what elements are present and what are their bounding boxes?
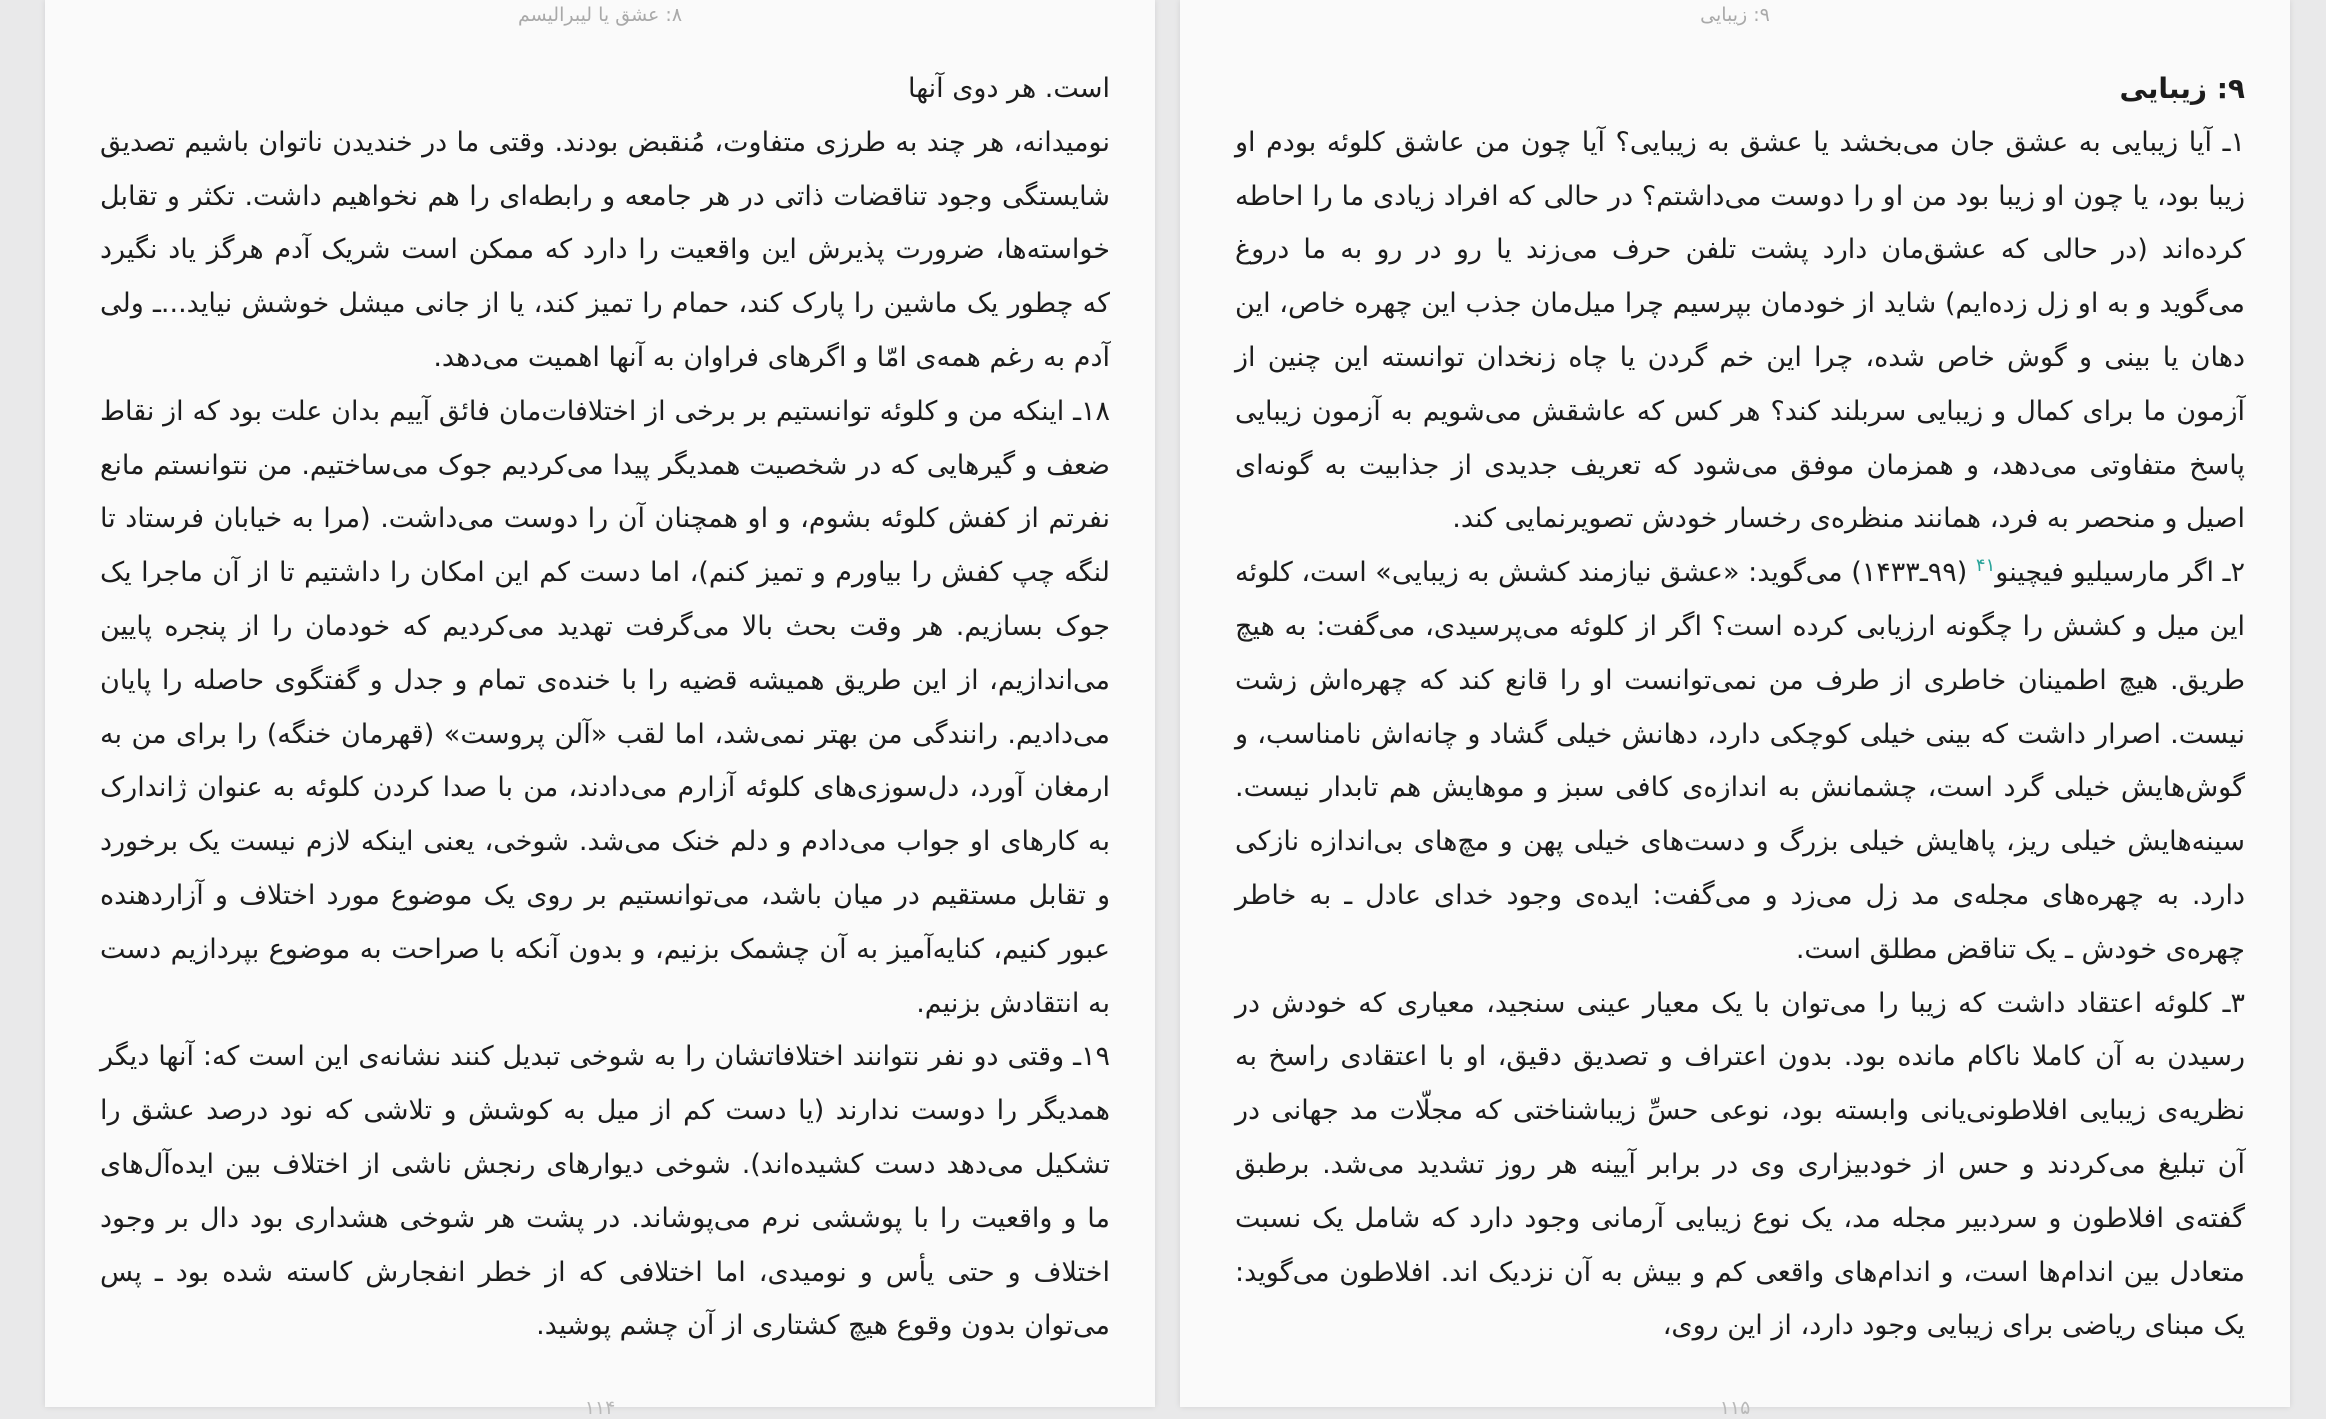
running-header: ۸: عشق یا لیبرالیسم <box>517 4 683 26</box>
left-page[interactable] <box>45 0 1155 1419</box>
page-body <box>1235 62 2245 1353</box>
paragraph <box>1235 546 2245 976</box>
chapter-title: ۹: زیبایی <box>2119 72 2245 105</box>
page-number: ۱۱۴ <box>584 1397 616 1419</box>
paragraph-text: (۹۹ـ۱۴۳۳) می‌گوید: «عشق نیازمند کشش به زیبایی» است، کلوئه این میل و کشش را چگونه ارزیابی کرده است؟ اگر از کلوئه می‌پرسیدی، می‌گفت: به هیچ طریق. هیچ اطمینان خاطری از طرف من نمی‌توانست او را قانع کند که چهره‌اش زشت نیست. اصرار داشت که بینی خیلی کوچکی دارد، دهانش خیلی گشاد و چانه‌اش نامناسب، و گوش‌هایش خیلی گرد است، چشمانش به اندازه‌ی کافی سبز و موهایش هم تابدار نیست. سینه‌هایش خیلی ریز، پاهایش خیلی بزرگ و دست‌های خیلی پهن و مچ‌های بی‌اندازه نازکی دارد. به چهره‌های مجله‌ی مد زل می‌زد و می‌گفت: ایده‌ی وجود خدای عادل ـ به خاطر چهره‌ی خودش ـ یک تناقض مطلق است. <box>1235 557 2245 965</box>
paragraph-text: ۲ـ اگر مارسیلیو فیچینو <box>1995 557 2246 589</box>
running-header: ۹: زیبایی <box>1700 4 1770 26</box>
page-number: ۱۱۵ <box>1719 1397 1751 1419</box>
paragraph: ۱۹ـ وقتی دو نفر نتوانند اختلافاتشان را به شوخی تبدیل کنند نشانه‌ی این است که: آنها دیگر همدیگر را دوست ندارند (یا دست کم از میل به کوشش و تلاشی که نود درصد عشق را تشکیل می‌دهد دست کشیده‌اند). شوخی دیوارهای رنجش ناشی از اختلاف بین ایده‌آل‌های ما و واقعیت را با پوششی نرم می‌پوشاند. در پشت هر شوخی هشداری بود دال بر وجود اختلاف و حتی یأس و نومیدی، اما اختلافی که از خطر انفجارش کاسته شده بود ـ پس می‌توان بدون وقوع هیچ کشتاری از آن چشم پوشید. <box>100 1041 1110 1342</box>
paragraph: ۱ـ آیا زیبایی به عشق جان می‌بخشد یا عشق به زیبایی؟ آیا چون من عاشق کلوئه بودم او زیبا بود، یا چون او زیبا بود من او را دوست می‌داشتم؟ در حالی که افراد زیادی ما را احاطه کرده‌اند (در حالی که عشق‌مان دارد پشت تلفن حرف می‌زند یا رو در رو به ما دروغ می‌گوید و به او زل زده‌ایم) شاید از خودمان بپرسیم چرا میل‌مان جذب این چهره خاص، این دهان یا بینی و گوش خاص شده، چرا این خم گردن یا چاه زنخدان توانسته این چنین از آزمون ما برای کمال و زیبایی سربلند کند؟ هر کس که عاشقش می‌شویم به آزمون زیبایی پاسخ متفاوتی می‌دهد، و همزمان موفق می‌شود که تعریف جدیدی از جذابیت به گونه‌ای اصیل و منحصر به فرد، همانند منظره‌ی رخسار خودش تصویرنمایی کند. <box>1235 126 2245 535</box>
page-body <box>100 62 1110 1353</box>
paragraph: است. هر دوی آنها <box>908 73 1110 104</box>
right-page[interactable] <box>1180 0 2290 1419</box>
paragraph: ۱۸ـ اینکه من و کلوئه توانستیم بر برخی از اختلافات‌مان فائق آییم بدان علت بود که از نقاط ضعف و گیرهایی که در شخصیت همدیگر پیدا می‌کردیم جوک می‌ساختیم. من نتوانستم مانع نفرتم از کفش کلوئه بشوم، و او همچنان آن را دوست می‌داشت. (مرا به خیابان فرستاد تا لنگه چپ کفش را بیاورم و تمیز کنم)، اما دست کم این امکان را داشتیم تا از آن ماجرا یک جوک بسازیم. هر وقت بحث بالا می‌گرفت تهدید می‌کردیم که خودمان را از پنجره پایین می‌اندازیم، از این طریق همیشه قضیه را با خنده‌ی تمام و جدل و گفتگوی حاصله را پایان می‌دادیم. رانندگی من بهتر نمی‌شد، اما لقب «آلن پروست» (قهرمان خنگه) را برای من به ارمغان آورد، دل‌سوزی‌های کلوئه آزارم می‌دادند، من با صدا کردن کلوئه به عنوان ژاندارک به کارهای او جواب می‌دادم و دلم خنک می‌شد. شوخی، یعنی اینکه لازم نیست یک برخورد و تقابل مستقیم در میان باشد، می‌توانستیم بر روی یک موضوع مورد اختلاف و آزاردهنده عبور کنیم، کنایه‌آمیز به آن چشمک بزنیم، و بدون آنکه با صراحت به موضوع بپردازیم دست به انتقادش بزنیم. <box>100 395 1110 1019</box>
paragraph: نومیدانه، هر چند به طرزی متفاوت، مُنقبض بودند. وقتی ما در خندیدن ناتوان باشیم تصدیق شایستگی وجود تناقضات ذاتی در هر جامعه و رابطه‌ای را هم نخواهیم داشت. تکثر و تقابل خواسته‌ها، ضرورت پذیرش این واقعیت را دارد که ممکن است شریک آدم هرگز یاد نگیرد که چطور یک ماشین را پارک کند، حمام را تمیز کند، یا از جانی میشل خوشش نیاید...ـ ولی آدم به رغم همه‌ی امّا و اگرهای فراوان به آنها اهمیت می‌دهد. <box>100 126 1110 373</box>
paragraph: ۳ـ کلوئه اعتقاد داشت که زیبا را می‌توان با یک معیار عینی سنجید، معیاری که خودش در رسیدن به آن کاملا ناکام مانده بود. بدون اعتراف و تصدیق دقیق، او با اعتقادی راسخ به نظریه‌ی زیبایی افلاطونی‌یانی وابسته بود، نوعی حسِّ زیباشناختی که مجلّات مد جهانی در آن تبلیغ می‌کردند و حس از خودبیزاری وی در برابر آیینه هر روز تشدید می‌شد. برطبق گفته‌ی افلاطون و سردبیر مجله مد، یک نوع زیبایی آرمانی وجود دارد که شامل یک نسبت متعادل بین اندام‌ها است، و اندام‌های واقعی کم و بیش به آن نزدیک اند. افلاطون می‌گوید: یک مبنای ریاضی برای زیبایی وجود دارد، از این روی، <box>1235 987 2245 1342</box>
footnote-marker[interactable]: ۴۱ <box>1975 555 1996 577</box>
